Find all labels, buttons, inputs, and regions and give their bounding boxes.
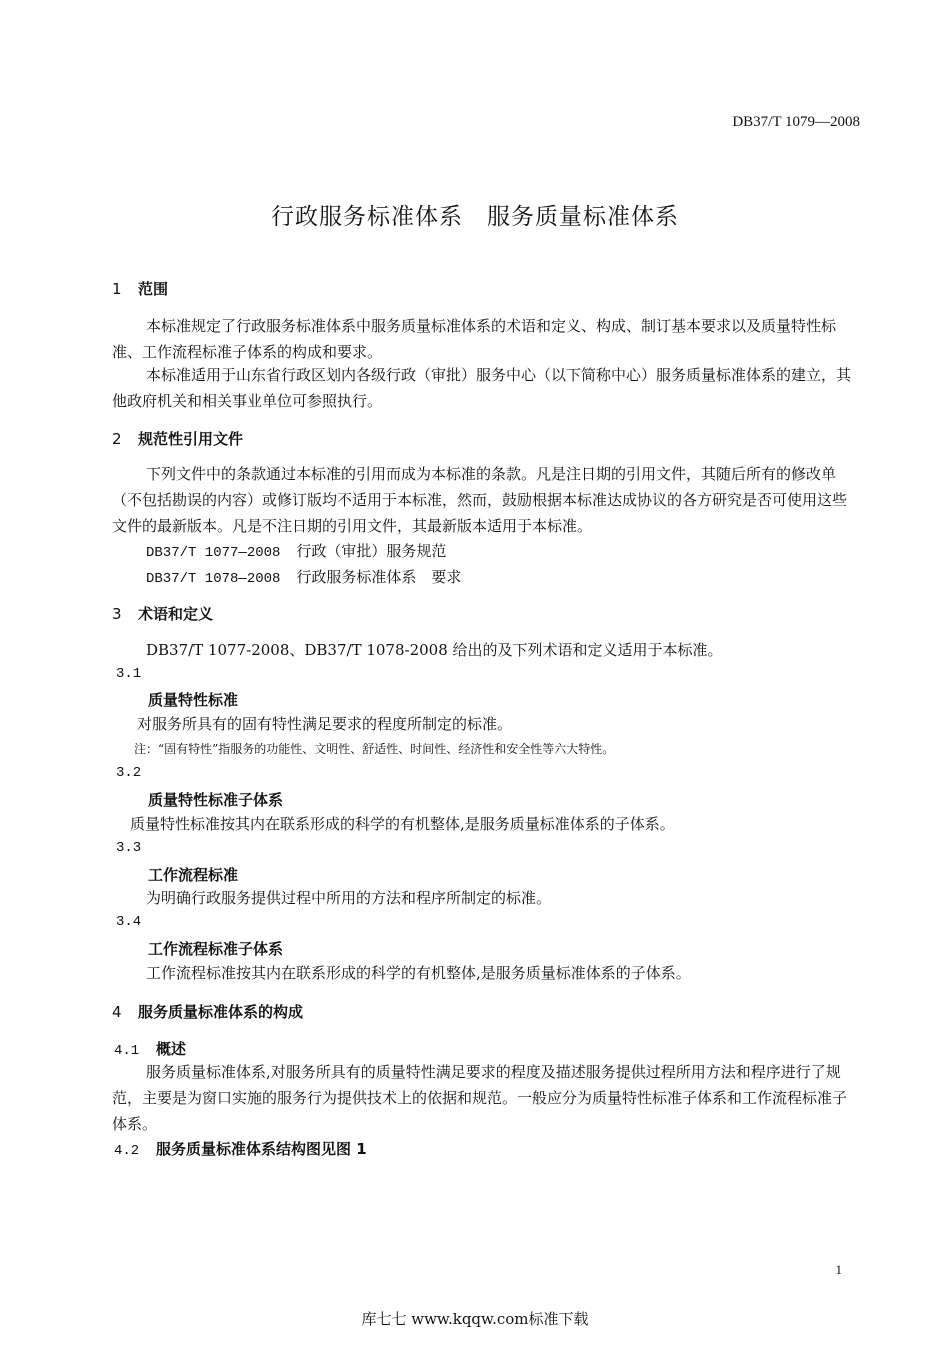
term-note: 注：“固有特性”指服务的功能性、文明性、舒适性、时间性、经济性和安全性等六大特性。 bbox=[134, 742, 615, 756]
section-3-intro: DB37/T 1077-2008、DB37/T 1078-2008 给出的及下列术语和定义适用于本标准。 bbox=[146, 641, 723, 659]
term-number: 3.4 bbox=[116, 914, 142, 930]
reference-name: 行政服务标准体系 要求 bbox=[296, 568, 462, 586]
reference-code: DB37/T 1077—2008 bbox=[146, 545, 281, 561]
section-4-number: 4 bbox=[112, 1003, 122, 1021]
reference-code: DB37/T 1078—2008 bbox=[146, 571, 281, 587]
subsection-4-1-paragraph: 服务质量标准体系,对服务所具有的质量特性满足要求的程度及描述服务提供过程所用方法和程序进行了规范，主要是为窗口实施的服务行为提供技术上的依据和规范。一般应分为质量特性标准子体系和工作流程标准子体系。 bbox=[112, 1063, 848, 1133]
subsection-4-1-heading bbox=[114, 1038, 186, 1059]
subsection-4-2-number: 4.2 bbox=[114, 1143, 140, 1159]
term-number: 3.1 bbox=[116, 666, 142, 682]
standard-code: DB37/T 1079—2008 bbox=[732, 114, 860, 130]
term-definition: 质量特性标准按其内在联系形成的科学的有机整体,是服务质量标准体系的子体系。 bbox=[130, 815, 675, 833]
section-4-heading bbox=[112, 1001, 303, 1022]
footer-watermark: 库七七 www.kqqw.com标准下载 bbox=[361, 1310, 589, 1328]
section-2-number: 2 bbox=[112, 430, 122, 448]
subsection-4-1-number: 4.1 bbox=[114, 1043, 140, 1059]
subsection-4-2-title: 服务质量标准体系结构图见图 1 bbox=[156, 1140, 367, 1158]
section-2-heading bbox=[112, 428, 243, 449]
section-1-title: 范围 bbox=[138, 280, 169, 298]
section-3-title: 术语和定义 bbox=[138, 605, 214, 623]
document-title: 行政服务标准体系 服务质量标准体系 bbox=[271, 204, 679, 230]
section-1-number: 1 bbox=[112, 280, 122, 298]
section-2-title: 规范性引用文件 bbox=[138, 430, 244, 448]
term-title: 质量特性标准子体系 bbox=[148, 791, 284, 809]
reference-item bbox=[146, 540, 446, 561]
subsection-4-1-title: 概述 bbox=[156, 1040, 187, 1058]
section-4-title: 服务质量标准体系的构成 bbox=[138, 1003, 304, 1021]
section-1-heading bbox=[112, 278, 168, 299]
term-number: 3.2 bbox=[116, 765, 142, 781]
term-definition: 为明确行政服务提供过程中所用的方法和程序所制定的标准。 bbox=[146, 889, 552, 907]
reference-name: 行政（审批）服务规范 bbox=[296, 542, 447, 560]
term-definition: 对服务所具有的固有特性满足要求的程度所制定的标准。 bbox=[137, 715, 513, 733]
subsection-4-2-heading bbox=[114, 1138, 367, 1159]
term-title: 工作流程标准子体系 bbox=[148, 940, 284, 958]
section-3-number: 3 bbox=[112, 605, 122, 623]
term-title: 工作流程标准 bbox=[148, 866, 239, 884]
section-3-heading bbox=[112, 603, 213, 624]
term-definition: 工作流程标准按其内在联系形成的科学的有机整体,是服务质量标准体系的子体系。 bbox=[146, 964, 691, 982]
page-number: 1 bbox=[835, 1262, 842, 1277]
section-2-paragraph-1: 下列文件中的条款通过本标准的引用而成为本标准的条款。凡是注日期的引用文件，其随后所有的修改单（不包括勘误的内容）或修订版均不适用于本标准，然而，鼓励根据本标准达成协议的各方研究是否可使用这些文件的最新版本。凡是不注日期的引用文件，其最新版本适用于本标准。 bbox=[112, 465, 848, 535]
term-title: 质量特性标准 bbox=[148, 691, 239, 709]
section-1-paragraph-2: 本标准适用于山东省行政区划内各级行政（审批）服务中心（以下简称中心）服务质量标准体系的建立，其他政府机关和相关事业单位可参照执行。 bbox=[112, 366, 852, 410]
term-number: 3.3 bbox=[116, 840, 142, 856]
section-1-paragraph-1: 本标准规定了行政服务标准体系中服务质量标准体系的术语和定义、构成、制订基本要求以及质量特性标准、工作流程标准子体系的构成和要求。 bbox=[112, 317, 837, 361]
reference-item bbox=[146, 566, 461, 587]
